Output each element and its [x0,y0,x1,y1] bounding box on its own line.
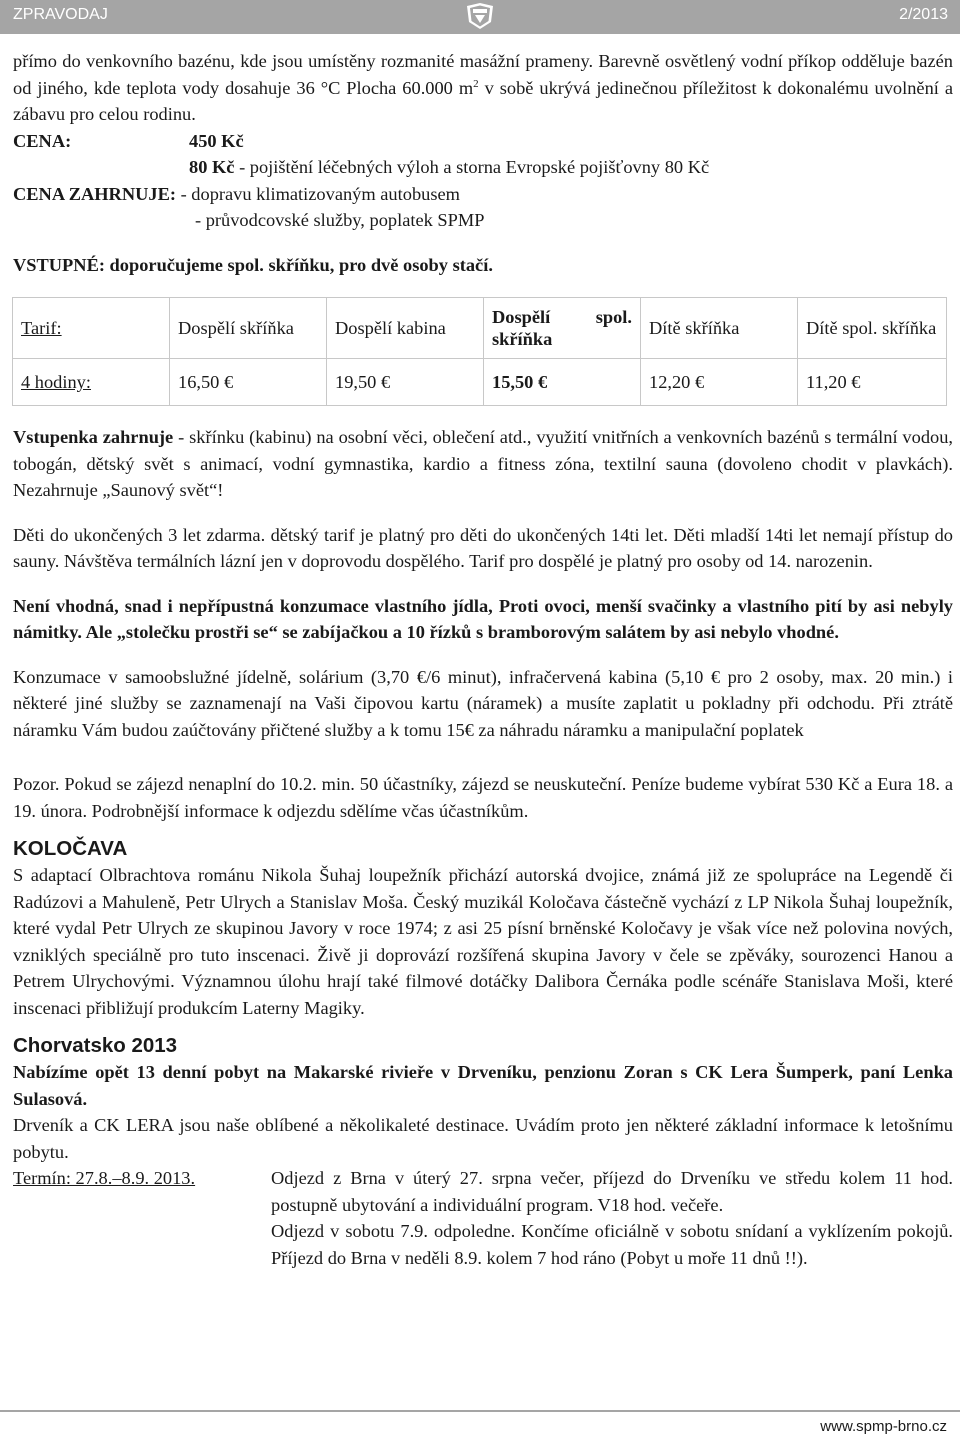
table-cell: 16,50 € [170,359,327,406]
price-label: CENA: [13,130,72,151]
includes-row [13,181,953,208]
price-row [13,128,953,155]
croatia-heading: Chorvatsko 2013 [13,1034,178,1057]
ticket-includes-text: - skřínku (kabinu) na osobní věci, oblečení atd., využití vnitřních a venkovních bazénů s termální vodou, tobogán, dětský svět s animací, vodní gymnastika, kardio a fitness zóna, textilní sauna (dovoleno chodit v plavkách). Nezahrnuje „Saunový svět“! [13,427,954,500]
kolocava-paragraph: S adaptací Olbrachtova románu Nikola Šuhaj loupežník přichází autorská dvojice, známá již ze spolupráce na Legendě či Radúzovi a Mahuleně, Petr Ulrych a Stanislav Moša. Český muzikál Koločava částečně vychází z LP Nikola Šuhaj loupežník, které vydal Petr Ulrych ze skupinou Javory v roce 1974; z asi 25 písní brněnské Koločavy je však více než polovina nových, vzniklých speciálně pro tuto inscenaci. Živě ji doprovází rozšířená skupina Javory v čele se zpěváky, sourozenci Hanou a Petrem Ulrychovými. Významnou úlohu hrají také filmové dotáčky Dalibora Černáka podle scénáře Stanislava Moši, které inscenaci přibližují produkcím Laterny Magiky. [13,865,953,1018]
website-url: www.spmp-brno.cz [820,1418,947,1435]
notice-paragraph: Pozor. Pokud se zájezd nenaplní do 10.2. min. 50 účastníky, zájezd se neuskuteční. Peníze budeme vybírat 530 Kč a Eura 18. a 19. února. Podrobnější informace k odjezdu sdělíme včas účastníkům. [13,774,953,821]
consumption-paragraph: Konzumace v samoobslužné jídelně, solárium (3,70 €/6 minut), infračervená kabina (5,10 € pro 2 osoby, max. 20 min.) i některé jiné služby se zaznamenají na Vaši čipovou kartu (náramek) a musíte zaplatit u pokladny při odchodu. Při ztrátě náramku Vám budou zaúčtovány přičtené služby a k tomu 15€ za náhradu náramku a manipulační poplatek [13,666,953,740]
insurance-row [13,154,953,181]
tariff-label: Tarif: [21,318,62,338]
intro-text-end: v sobě ukrývá jedinečnou příležitost k dokonalému uvolnění a zábavu pro celou rodinu. [13,77,953,124]
table-header-cell: Dospělí spol. skříňka [484,298,641,359]
children-paragraph: Děti do ukončených 3 let zdarma. dětský tarif je platný pro děti do ukončených 14ti let. Děti mladší 14ti let nemají přístup do sauny. Návštěva termálních lázní jen v doprovodu dospělého. Tarif pro dospělé je platný pro osoby od 14. narozenin. [13,524,953,571]
row-label: 4 hodiny: [21,372,91,392]
insurance-price: 80 Kč [189,157,235,177]
footer-divider [0,1410,960,1412]
food-warning-paragraph: Není vhodná, snad i nepřípustná konzumace vlastního jídla, Proti ovoci, menší svačinky a vlastního pití by asi nebyly námitky. Ale „stolečku prostři se“ se zabíjačkou a 10 řízků s bramborovým salátem by asi nebylo vhodné. [13,595,953,642]
spmp-logo-icon [464,2,496,30]
insurance-text: - pojištění léčebných výloh a storna Evropské pojišťovny 80 Kč [234,157,710,177]
ticket-includes-label: Vstupenka zahrnuje [13,427,174,447]
newsletter-title: ZPRAVODAJ [13,6,108,23]
includes-item-2: - průvodcovské služby, poplatek SPMP [195,210,485,230]
dates-details [271,1165,953,1271]
return-text: Odjezd v sobotu 7.9. odpoledne. Končíme oficiálně v sobotu snídaní a vyklízením pokojů. Příjezd do Brna v neděli 8.9. kolem 7 hod ráno (Pobyt u moře 11 dnů !!). [271,1221,953,1268]
price-value: 450 Kč [189,130,244,151]
page-header [0,0,960,34]
table-cell: 11,20 € [798,359,947,406]
superscript: 2 [473,77,479,90]
table-header-cell [13,298,170,359]
table-header-cell: Dospělí skříňka [170,298,327,359]
issue-number: 2/2013 [899,6,948,23]
table-row [13,359,947,406]
table-cell: 15,50 € [484,359,641,406]
intro-text: přímo do venkovního bazénu, kde jsou umístěny rozmanité masážní prameny. Barevně osvětlený vodní příkop odděluje bazén od jiného, kde teplota vody dosahuje 36 °C Plocha 60.000 m [13,51,953,98]
table-header-cell: Dítě skříňka [641,298,798,359]
table-header-cell: Dospělí kabina [327,298,484,359]
tariff-table [12,297,947,406]
includes-item-1: - dopravu klimatizovaným autobusem [175,183,460,204]
kolocava-heading: KOLOČAVA [13,837,128,860]
table-cell: 12,20 € [641,359,798,406]
table-cell [13,359,170,406]
intro-paragraph [13,48,953,128]
admission-heading: VSTUPNÉ: doporučujeme spol. skříňku, pro dvě osoby stačí. [13,254,493,275]
ticket-includes-paragraph [13,424,953,504]
includes-label: CENA ZAHRNUJE: [13,183,176,204]
departure-text: Odjezd z Brna v úterý 27. srpna večer, příjezd do Drveníku ve středu kolem 11 hod. postupně ubytování a individuální program. V18 hod. večeře. [271,1168,953,1215]
dates-label: Termín: 27.8.–8.9. 2013. [13,1168,196,1188]
table-header-cell: Dítě spol. skříňka [798,298,947,359]
table-header-row [13,298,947,359]
croatia-dates [13,1165,953,1271]
page-content [13,48,953,1271]
table-cell: 19,50 € [327,359,484,406]
croatia-lead: Nabízíme opět 13 denní pobyt na Makarské rivieře v Drveníku, penzionu Zoran s CK Lera Šumperk, paní Lenka Sulasová. [13,1062,953,1109]
croatia-paragraph: Drveník a CK LERA jsou naše oblíbené a několikaleté destinace. Uvádím proto jen některé základní informace k letošnímu pobytu. [13,1115,953,1162]
